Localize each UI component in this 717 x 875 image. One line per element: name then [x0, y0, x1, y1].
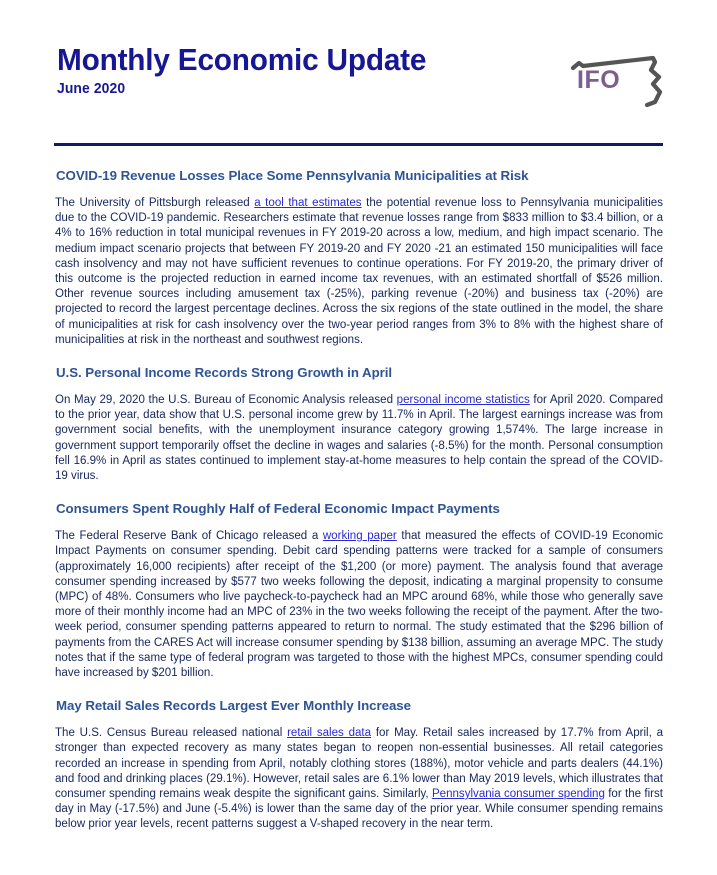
paragraph-text-before-link: The Federal Reserve Bank of Chicago released a	[55, 530, 323, 543]
section-paragraph	[55, 529, 663, 681]
section-may-retail-sales	[54, 698, 663, 832]
inline-link-pitt-tool[interactable]: a tool that estimates	[254, 196, 362, 209]
inline-link-pennsylvania-consumer-spending[interactable]: Pennsylvania consumer spending	[431, 787, 605, 800]
document-title: Monthly Economic Update	[57, 42, 427, 77]
section-paragraph	[55, 726, 663, 832]
section-us-personal-income	[54, 365, 663, 484]
section-paragraph	[55, 393, 663, 484]
document-date: June 2020	[57, 81, 126, 98]
section-covid-revenue-losses	[54, 168, 663, 348]
section-economic-impact-payments	[54, 501, 663, 681]
inline-link-personal-income-statistics[interactable]: personal income statistics	[396, 393, 530, 406]
paragraph-text-before-link: The U.S. Census Bureau released national	[55, 727, 288, 740]
section-heading: Consumers Spent Roughly Half of Federal Economic Impact Payments	[56, 501, 500, 517]
section-paragraph	[55, 196, 663, 348]
paragraph-text-after-link-2: for the first day in May (-17.5%) and June (-5.4%) is lower than the same day of the prior year. While consumer spending remains below prior year levels, recent patterns suggest a V-shaped recovery in the near term.	[55, 787, 664, 831]
ifo-logo	[567, 52, 665, 108]
paragraph-text-after-link: for May. Retail sales increased by 17.7% from April, a stronger than expected recovery as many states began to reopen non-essential businesses. All retail categories recorded an increase in spending from April, notably clothing stores (188%), motor vehicle and parts dealers (44.1%) and food and drinking places (29.1%). However, retail sales are 6.1% lower than May 2019 levels, which illustrates that consumer spending remains weak despite the significant gains. Similarly,	[55, 727, 664, 800]
paragraph-text-after-link: that measured the effects of COVID-19 Economic Impact Payments on consumer spending. Debit card spending patterns were tracked for a sample of consumers (approximately 16,000 recipients) after receipt of the $1,200 (or more) payment. The analysis found that average consumer spending increased by $577 two weeks following the deposit, indicating a marginal propensity to consume (MPC) of 48%. Consumers who live paycheck-to-paycheck had an MPC around 68%, while those who generally save more of their monthly income had an MPC of 23% in the two weeks following the receipt of the payment. After the two-week period, consumer spending patterns appeared to return to normal. The study estimated that the $296 billion of payments from the CARES Act will increase consumer spending by $138 billion, assuming an average MPC. The study notes that if the same type of federal program was targeted to those with the highest MPCs, consumer spending could have increased by $201 billion.	[55, 530, 663, 679]
masthead-text-block	[57, 44, 442, 97]
paragraph-text-before-link: The University of Pittsburgh released	[55, 196, 255, 209]
inline-link-retail-sales-data[interactable]: retail sales data	[287, 727, 372, 740]
section-heading: U.S. Personal Income Records Strong Growth in April	[56, 364, 393, 380]
section-heading: COVID-19 Revenue Losses Place Some Pennsylvania Municipalities at Risk	[56, 168, 529, 183]
section-heading: May Retail Sales Records Largest Ever Monthly Increase	[56, 698, 411, 714]
inline-link-working-paper[interactable]: working paper	[322, 530, 397, 543]
document-content	[54, 146, 663, 833]
ifo-logo-wordmark: IFO	[577, 66, 621, 94]
paragraph-text-before-link: On May 29, 2020 the U.S. Bureau of Economic Analysis released	[55, 393, 397, 406]
document-masthead	[54, 0, 663, 122]
paragraph-text-after-link: for April 2020. Compared to the prior year, data show that U.S. personal income grew by 11.7% in April. The largest earnings increase was from government social benefits, with the unemployment insurance category growing 1,574%. The large increase in government support temporarily offset the decline in wages and salaries (-8.5%) for the month. Personal consumption fell 16.9% in April as states continued to implement stay-at-home measures to help contain the spread of the COVID-19 virus.	[55, 393, 664, 482]
paragraph-text-after-link: the potential revenue loss to Pennsylvania municipalities due to the COVID-19 pandemic. Researchers estimate that revenue losses range from $833 million to $3.4 billion, or a 4% to 16% reduction in total municipal revenues in FY 2019-20 across a low, medium, and high impact scenario. The medium impact scenario projects that between FY 2019-20 and FY 2020 -21 an estimated 150 municipalities will face cash insolvency and may not have sufficient revenues to continue operations. For FY 2019-20, the primary driver of this outcome is the projected reduction in earned income tax revenues, with an estimated shortfall of $526 million. Other revenue sources including amusement tax (-25%), parking revenue (-20%) and business tax (-20%) are projected to record the largest percentage declines. Across the six regions of the state outlined in the model, the share of municipalities at risk for cash insolvency over the two-year period ranges from 3% to 8% with the highest share of municipalities at risk in the northeast and southwest regions.	[55, 196, 663, 346]
